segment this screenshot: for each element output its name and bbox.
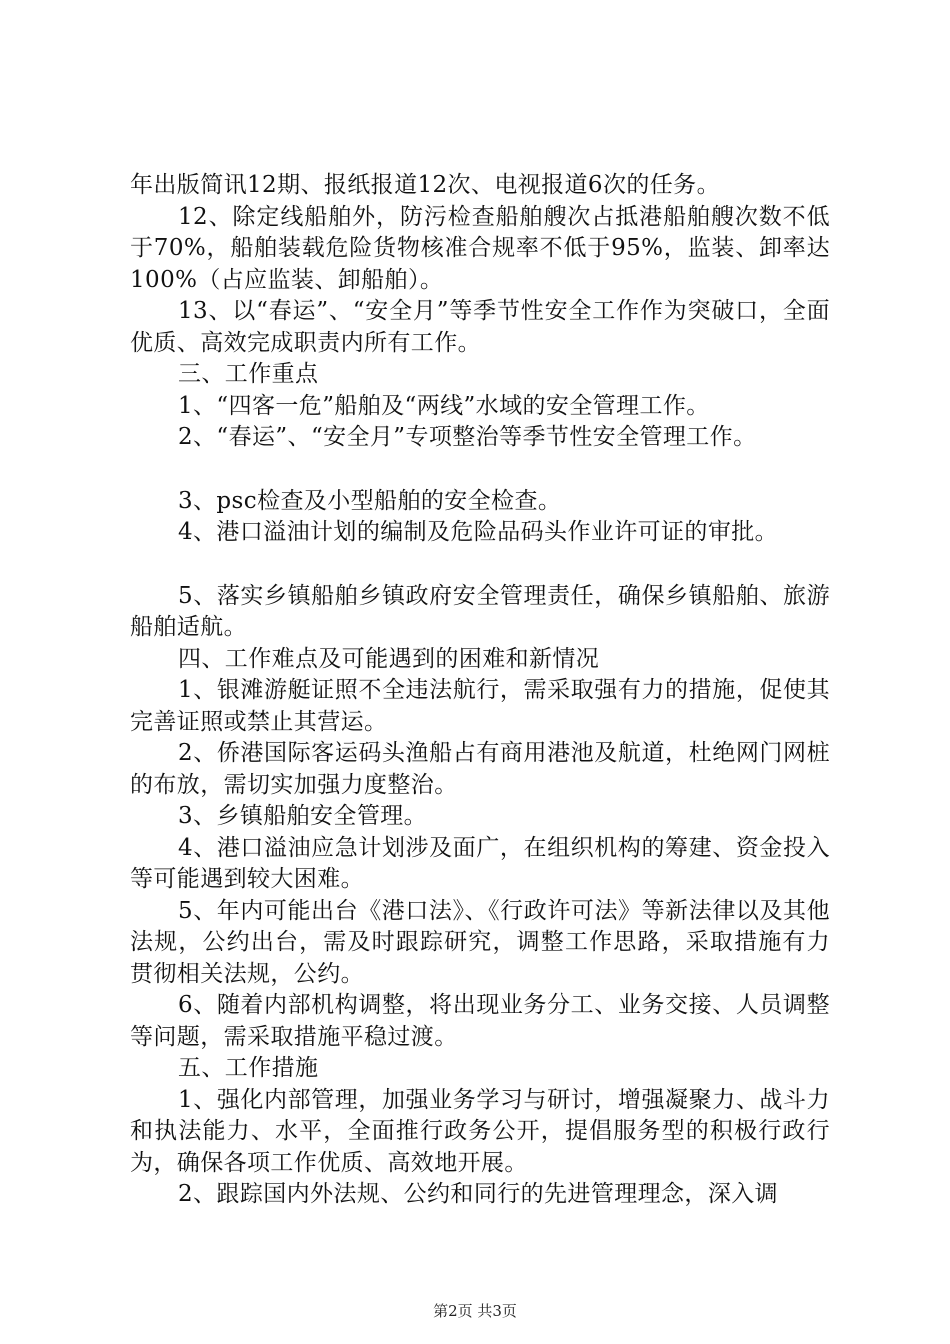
focus-item-3: 3、psc检查及小型船舶的安全检查。 (178, 487, 562, 514)
measure-item-2: 2、跟踪国内外法规、公约和同行的先进管理理念，深入调 (178, 1181, 779, 1207)
focus-item-5: 5、落实乡镇船舶乡镇政府安全管理责任，确保乡镇船舶、旅游船舶适航。 (130, 582, 830, 640)
focus-item-4: 4、港口溢油计划的编制及危险品码头作业许可证的审批。 (178, 519, 779, 545)
section-heading-measures: 五、工作措施 (178, 1055, 319, 1081)
difficulty-item-6: 6、随着内部机构调整，将出现业务分工、业务交接、人员调整等问题，需采取措施平稳过渡。 (130, 992, 830, 1050)
paragraph-item-12: 12、除定线船舶外，防污检查船舶艘次占抵港船舶艘次数不低于70%，船舶装载危险货物核准合规率不低于95%，监装、卸率达100%（占应监装、卸船舶）。 (130, 203, 830, 293)
blank-line (130, 454, 830, 486)
measure-item-1: 1、强化内部管理，加强业务学习与研讨，增强凝聚力、战斗力和执法能力、水平，全面推行政务公开，提倡服务型的积极行政行为，确保各项工作优质、高效地开展。 (130, 1086, 830, 1176)
paragraph-continuation: 年出版简讯12期、报纸报道12次、电视报道6次的任务。 (130, 172, 720, 198)
paragraph-item-13: 13、以“春运”、“安全月”等季节性安全工作作为突破口，全面优质、高效完成职责内所有工作。 (130, 298, 830, 356)
focus-item-2: 2、“春运”、“安全月”专项整治等季节性安全管理工作。 (178, 424, 757, 450)
section-heading-work-focus: 三、工作重点 (178, 361, 319, 387)
difficulty-item-1: 1、银滩游艇证照不全违法航行，需采取强有力的措施，促使其完善证照或禁止其营运。 (130, 677, 830, 735)
difficulty-item-4: 4、港口溢油应急计划涉及面广，在组织机构的筹建、资金投入等可能遇到较大困难。 (130, 834, 830, 892)
difficulty-item-2: 2、侨港国际客运码头渔船占有商用港池及航道，杜绝网门网桩的布放，需切实加强力度整治。 (130, 740, 830, 798)
blank-line (130, 549, 830, 581)
difficulty-item-5: 5、年内可能出台《港口法》、《行政许可法》等新法律以及其他法规，公约出台，需及时跟踪研究，调整工作思路，采取措施有力贯彻相关法规，公约。 (130, 897, 830, 987)
document-body (130, 170, 830, 1211)
focus-item-1: 1、“四客一危”船舶及“两线”水域的安全管理工作。 (178, 392, 710, 419)
difficulty-item-3: 3、乡镇船舶安全管理。 (178, 803, 428, 829)
section-heading-difficulties: 四、工作难点及可能遇到的困难和新情况 (178, 645, 600, 672)
page-number-footer: 第2页 共3页 (433, 1302, 517, 1320)
